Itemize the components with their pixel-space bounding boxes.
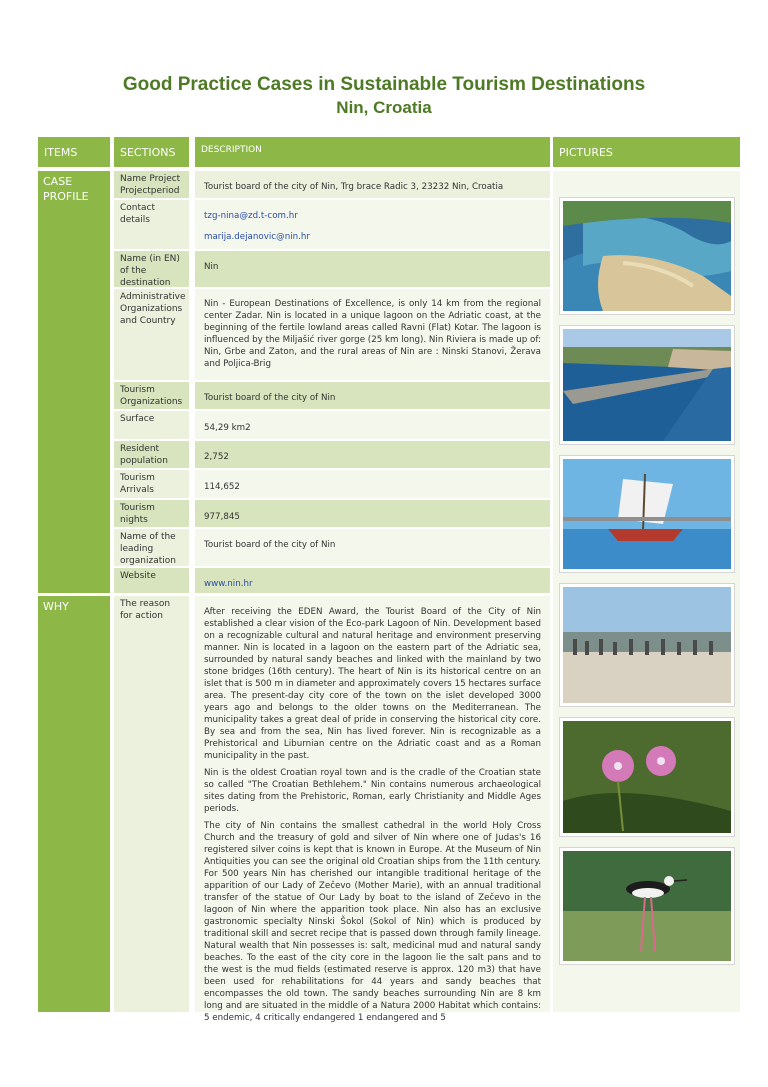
row-reason-desc: [195, 596, 550, 1023]
row-nights-desc: 977,845: [195, 500, 550, 528]
row-admin-desc: Nin - European Destinations of Excellence, is only 14 km from the regional center Zadar. Nin is located in a unique lagoon on the Adriatic coast, at the beginning of the fertile lowland areas called Ravni (Flat) Kotar. The lagoon is influenced by the Miljašić river gorge (25 km long). Nin Riviera is made up of: Nin, Grbe and Zaton, and the rural areas of Nin are : Ninski Stanovi, Žerava and Poljica-Brig: [195, 289, 550, 381]
subtitle: Nin, Croatia: [336, 98, 432, 117]
stilt-bird-photo: [560, 848, 734, 964]
header-description: DESCRIPTION: [195, 137, 550, 167]
row-tourism-org-desc: Tourist board of the city of Nin: [195, 382, 550, 410]
row-tourism-org-section: Tourism Organizations: [114, 382, 189, 410]
document-title: [0, 73, 768, 119]
website-link[interactable]: www.nin.hr: [204, 579, 253, 589]
reason-paragraph-2: Nin is the oldest Croatian royal town and is the cradle of the Croatian state so called "The Croatian Bethlehem." Nin contains numerous archaeological sites dating from the Prehistoric, Roman, early Christianity and Middle Ages periods.: [204, 768, 541, 814]
email-link-2[interactable]: marija.dejanovic@nin.hr: [204, 232, 310, 242]
header-items: ITEMS: [38, 137, 110, 167]
row-arrivals-desc: 114,652: [195, 470, 550, 499]
item-why-cell: WHY: [38, 596, 110, 1013]
row-admin-section: Administrative Organizations and Country: [114, 289, 189, 381]
row-name-dest-section: Name (in EN) of the destination: [114, 251, 189, 288]
row-surface-section: Surface: [114, 411, 189, 440]
reason-paragraph-1: After receiving the EDEN Award, the Tourist Board of the City of Nin established a clear vision of the Eco-park Lagoon of Nin. Development based on a recognizable cultural and natural heritage and environment preserving manner. Nin is located in a lagoon on the eastern part of the Adriatic sea, surrounded by natural sandy beaches and linked with the mainland by two stone bridges (16th century). The heart of Nin is its historical centre on an islet that is 500 m in diameter and approximately covers 15 hectares surface area. The present-day city core of the town on the islet developed 3000 years ago and belongs to the older towns on the Mediterranean. The municipality takes a great deal of pride in conserving the historical city core. By sea and from the sea, Nin has lived forever. Nin is recognizable as a Prehistorical and Liburnian centre on the Adriatic coast and as a Roman municipality in the past.: [204, 607, 541, 761]
row-name-project-desc: Tourist board of the city of Nin, Trg brace Radic 3, 23232 Nin, Croatia: [195, 171, 550, 199]
row-nights-section: Tourism nights: [114, 500, 189, 528]
row-leading-org-section: Name of the leading organization: [114, 529, 189, 567]
row-population-desc: 2,752: [195, 441, 550, 469]
row-leading-org-desc: Tourist board of the city of Nin: [195, 529, 550, 567]
row-name-dest-desc: Nin: [195, 251, 550, 288]
row-arrivals-section: Tourism Arrivals: [114, 470, 189, 499]
bridge-town-photo: [560, 326, 734, 444]
main-title: Good Practice Cases in Sustainable Tourism Destinations: [122, 74, 646, 95]
row-reason-section: The reason for action: [114, 596, 189, 1013]
lagoon-aerial-photo: [560, 198, 734, 314]
row-contact-section: Contact details: [114, 200, 189, 250]
item-case-profile: CASE PROFILE: [38, 171, 110, 594]
header-pictures: PICTURES: [553, 137, 740, 167]
row-population-section: Resident population: [114, 441, 189, 469]
row-website-desc: [195, 568, 550, 594]
reason-paragraph-3: The city of Nin contains the smallest cathedral in the world Holy Cross Church and the treasury of gold and silver of Nin where one of Judas's 16 registered silver coins is kept that is known in Europe. At the Museum of Nin Antiquities you can see the original old Croatian ships from the 11th century. For 500 years Nin has cherished our intangible traditional heritage of the apparition of our Lady of Zečevo (Mother Marie), with an annual traditional transfer of the statue of Our Lady by boat to the island of Zečevo in the lagoon of Nin where the apparition took place. Nin also has an exclusive gastronomic specialty Ninski Šokol (Sokol of Nin) which is produced by traditional skill and secret recipe that is passed down through family lineage. Natural wealth that Nin possesses is: salt, medicinal mud and natural sandy beaches. To the east of the city core in the lagoon lie the salt pans and to the west is the mud fields (estimated reserve is approx. 120 m3) that have been used for rehabilitations for 44 years and sandy beaches that encompasses the old town. The sandy beaches surrounding Nin are 8 km long and are situated in the middle of a Natura 2000 Habitat which contains: 5 endemic, 4 critically endangered 1 endangered and 5: [204, 821, 541, 1023]
header-sections: SECTIONS: [114, 137, 189, 167]
beach-people-photo: [560, 584, 734, 706]
row-surface-desc: 54,29 km2: [195, 411, 550, 440]
email-link-1[interactable]: tzg-nina@zd.t-com.hr: [204, 211, 298, 221]
row-contact-desc: [195, 200, 550, 250]
pink-flowers-photo: [560, 718, 734, 836]
row-name-project-section: Name Project Projectperiod: [114, 171, 189, 199]
sailboat-photo: [560, 456, 734, 572]
row-website-section: Website: [114, 568, 189, 594]
